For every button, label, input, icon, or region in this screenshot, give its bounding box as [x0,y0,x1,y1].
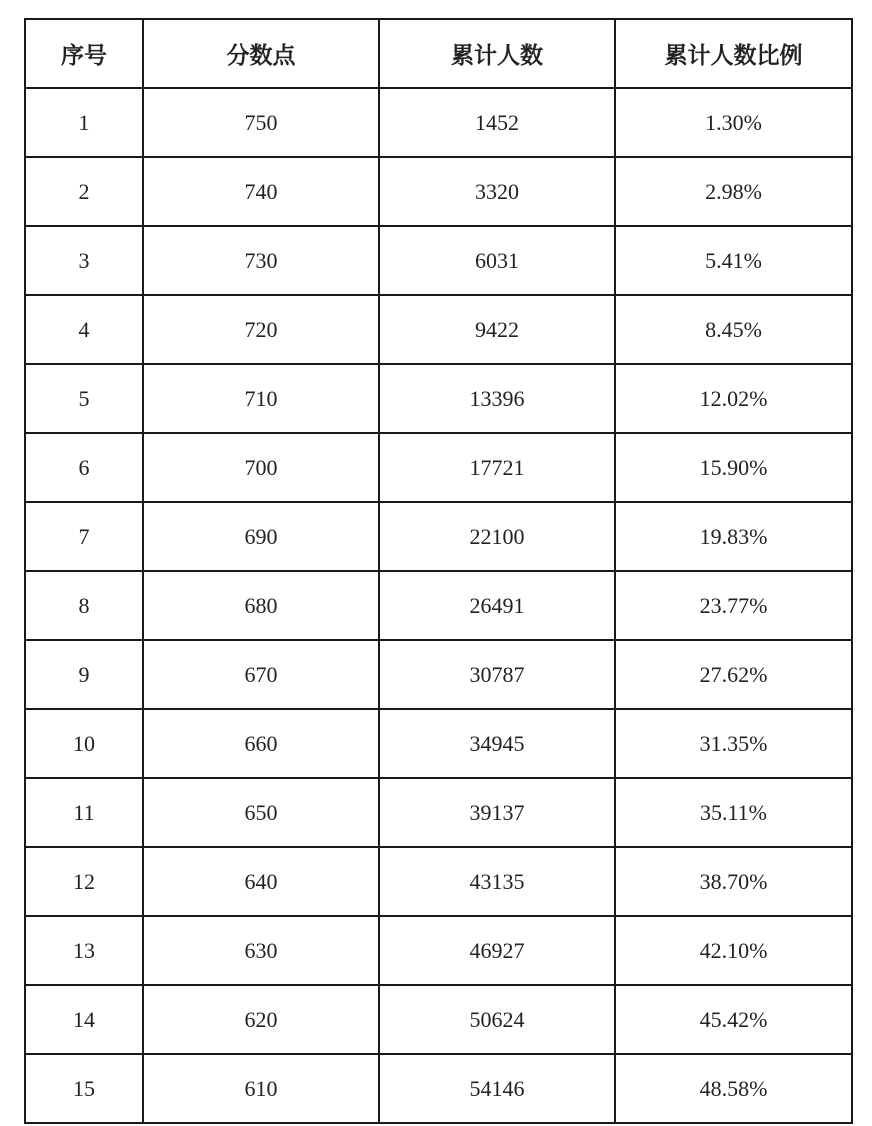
header-cumulative-count: 累计人数 [379,19,615,88]
cell-cumulative-ratio: 2.98% [615,157,852,226]
cell-serial-number: 8 [25,571,143,640]
cell-score-point: 640 [143,847,379,916]
cell-score-point: 740 [143,157,379,226]
cell-serial-number: 4 [25,295,143,364]
cell-score-point: 710 [143,364,379,433]
cell-cumulative-count: 9422 [379,295,615,364]
cell-serial-number: 2 [25,157,143,226]
cell-serial-number: 13 [25,916,143,985]
cell-cumulative-ratio: 31.35% [615,709,852,778]
cell-cumulative-count: 3320 [379,157,615,226]
cell-cumulative-count: 39137 [379,778,615,847]
cell-cumulative-ratio: 38.70% [615,847,852,916]
cell-serial-number: 10 [25,709,143,778]
table-row [25,157,852,226]
table-row [25,985,852,1054]
cell-score-point: 720 [143,295,379,364]
cell-score-point: 730 [143,226,379,295]
cell-cumulative-ratio: 12.02% [615,364,852,433]
cell-cumulative-count: 13396 [379,364,615,433]
cell-score-point: 750 [143,88,379,157]
table-body [25,88,852,1123]
cell-cumulative-count: 43135 [379,847,615,916]
cell-cumulative-ratio: 8.45% [615,295,852,364]
table-row [25,1054,852,1123]
cell-cumulative-ratio: 48.58% [615,1054,852,1123]
cell-score-point: 700 [143,433,379,502]
cell-serial-number: 1 [25,88,143,157]
table-row [25,226,852,295]
score-distribution-table-container [24,18,851,1124]
cell-cumulative-ratio: 1.30% [615,88,852,157]
cell-score-point: 690 [143,502,379,571]
cell-cumulative-count: 34945 [379,709,615,778]
cell-cumulative-count: 46927 [379,916,615,985]
table-row [25,433,852,502]
cell-serial-number: 14 [25,985,143,1054]
cell-score-point: 630 [143,916,379,985]
cell-serial-number: 11 [25,778,143,847]
cell-score-point: 620 [143,985,379,1054]
cell-serial-number: 15 [25,1054,143,1123]
cell-serial-number: 5 [25,364,143,433]
table-row [25,916,852,985]
cell-score-point: 680 [143,571,379,640]
cell-score-point: 650 [143,778,379,847]
table-row [25,364,852,433]
cell-cumulative-count: 26491 [379,571,615,640]
cell-cumulative-count: 22100 [379,502,615,571]
header-serial-number: 序号 [25,19,143,88]
cell-cumulative-ratio: 45.42% [615,985,852,1054]
cell-serial-number: 9 [25,640,143,709]
cell-cumulative-ratio: 35.11% [615,778,852,847]
table-row [25,847,852,916]
cell-cumulative-ratio: 27.62% [615,640,852,709]
cell-serial-number: 12 [25,847,143,916]
cell-serial-number: 3 [25,226,143,295]
cell-serial-number: 7 [25,502,143,571]
cell-cumulative-ratio: 23.77% [615,571,852,640]
cell-cumulative-count: 54146 [379,1054,615,1123]
cell-cumulative-ratio: 5.41% [615,226,852,295]
table-row [25,295,852,364]
table-row [25,640,852,709]
cell-serial-number: 6 [25,433,143,502]
cell-score-point: 610 [143,1054,379,1123]
cell-cumulative-count: 50624 [379,985,615,1054]
cell-cumulative-ratio: 19.83% [615,502,852,571]
table-row [25,571,852,640]
table-header-row [25,19,852,88]
table-row [25,502,852,571]
table-row [25,778,852,847]
cell-cumulative-ratio: 42.10% [615,916,852,985]
header-cumulative-ratio: 累计人数比例 [615,19,852,88]
cell-score-point: 660 [143,709,379,778]
cell-cumulative-ratio: 15.90% [615,433,852,502]
cell-cumulative-count: 30787 [379,640,615,709]
header-score-point: 分数点 [143,19,379,88]
table-row [25,88,852,157]
score-distribution-table [24,18,853,1124]
cell-cumulative-count: 6031 [379,226,615,295]
table-row [25,709,852,778]
cell-cumulative-count: 1452 [379,88,615,157]
cell-cumulative-count: 17721 [379,433,615,502]
cell-score-point: 670 [143,640,379,709]
